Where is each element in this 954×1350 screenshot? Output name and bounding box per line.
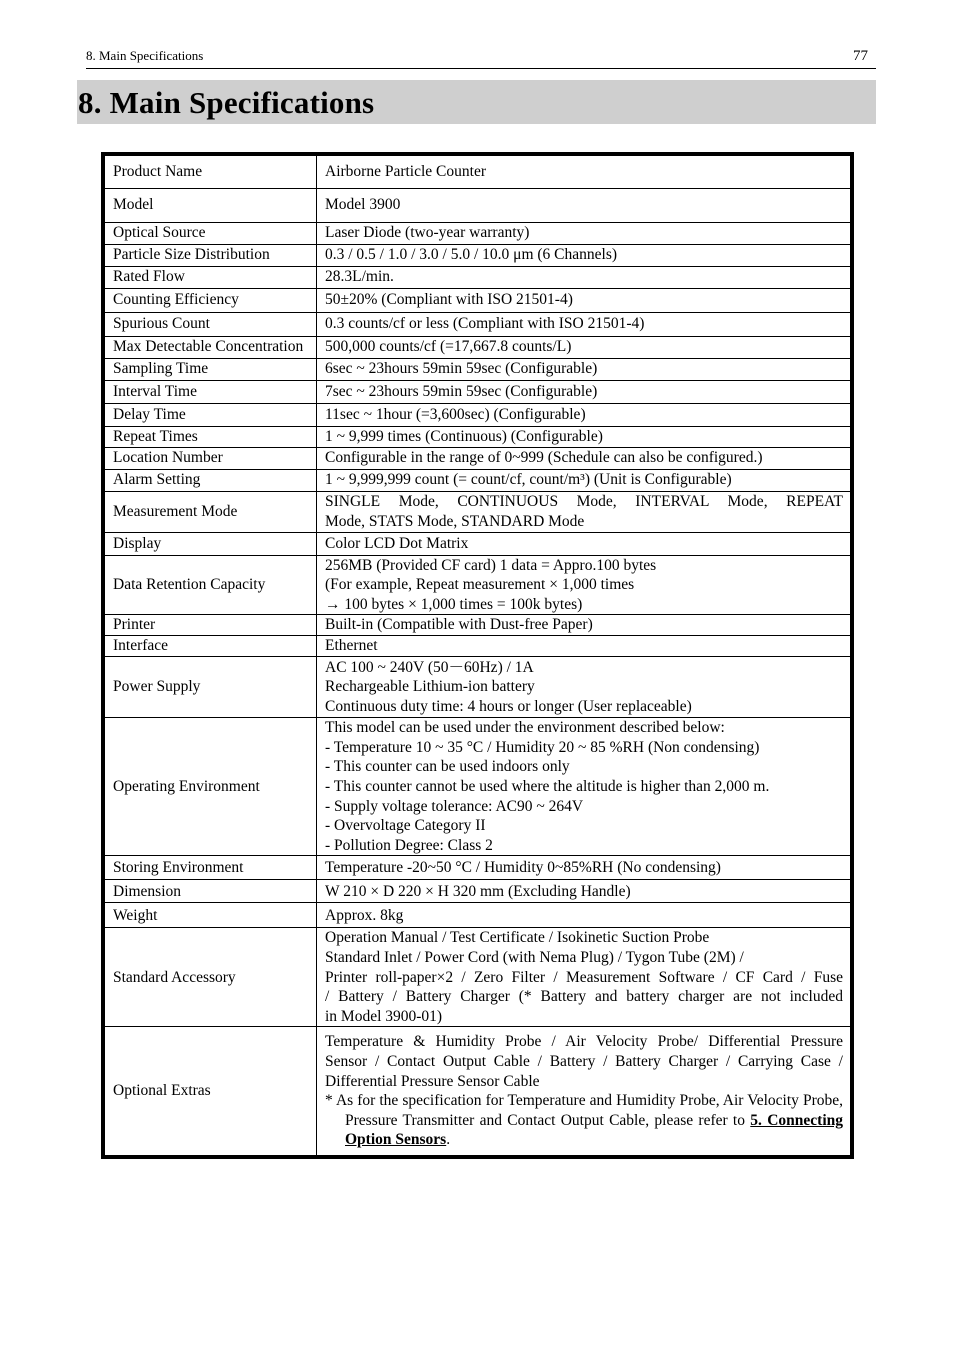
specifications-table bbox=[101, 152, 854, 1159]
note-end: . bbox=[446, 1131, 451, 1149]
table-row bbox=[103, 312, 852, 336]
spec-label: Dimension bbox=[103, 880, 317, 903]
spec-value: Configurable in the range of 0~999 (Schedule can also be configured.) bbox=[317, 447, 853, 469]
spec-value: 50±20% (Compliant with ISO 21501-4) bbox=[317, 288, 853, 312]
spec-label: Display bbox=[103, 532, 317, 555]
spec-label: Power Supply bbox=[103, 657, 317, 718]
spec-value-line: - Supply voltage tolerance: AC90 ~ 264V bbox=[325, 797, 584, 815]
running-header bbox=[86, 48, 876, 69]
table-row bbox=[103, 426, 852, 447]
spec-value: Built-in (Compatible with Dust-free Paper) bbox=[317, 615, 853, 636]
spec-label: Measurement Mode bbox=[103, 491, 317, 532]
spec-label: Location Number bbox=[103, 447, 317, 469]
table-row bbox=[103, 469, 852, 491]
spec-value bbox=[317, 718, 853, 856]
table-row bbox=[103, 188, 852, 222]
table-row bbox=[103, 532, 852, 555]
spec-value-line: - This counter can be used indoors only bbox=[325, 758, 570, 776]
spec-label: Delay Time bbox=[103, 403, 317, 426]
spec-value: W 210 × D 220 × H 320 mm (Excluding Handle) bbox=[317, 880, 853, 903]
spec-value-line: Differential Pressure Sensor Cable bbox=[325, 1072, 540, 1090]
spec-label: Alarm Setting bbox=[103, 469, 317, 491]
spec-value: Color LCD Dot Matrix bbox=[317, 532, 853, 555]
spec-label: Spurious Count bbox=[103, 312, 317, 336]
spec-label: Counting Efficiency bbox=[103, 288, 317, 312]
spec-value bbox=[317, 657, 853, 718]
spec-value: 28.3L/min. bbox=[317, 266, 853, 288]
spec-value: Approx. 8kg bbox=[317, 903, 853, 928]
table-row bbox=[103, 244, 852, 266]
spec-value: 500,000 counts/cf (=17,667.8 counts/L) bbox=[317, 336, 853, 358]
table-row bbox=[103, 718, 852, 856]
spec-label: Model bbox=[103, 188, 317, 222]
table-row bbox=[103, 266, 852, 288]
table-row bbox=[103, 856, 852, 880]
table-row bbox=[103, 403, 852, 426]
option-sensor-note bbox=[325, 1091, 843, 1150]
running-header-section: 8. Main Specifications bbox=[86, 48, 204, 63]
spec-value: Airborne Particle Counter bbox=[317, 154, 853, 188]
table-row bbox=[103, 336, 852, 358]
table-row bbox=[103, 154, 852, 188]
table-row bbox=[103, 928, 852, 1027]
spec-value: 1 ~ 9,999,999 count (= count/cf, count/m³) (Unit is Configurable) bbox=[317, 469, 853, 491]
spec-value: 6sec ~ 23hours 59min 59sec (Configurable) bbox=[317, 358, 853, 380]
table-row bbox=[103, 1027, 852, 1157]
spec-label: Rated Flow bbox=[103, 266, 317, 288]
table-row bbox=[103, 447, 852, 469]
table-row bbox=[103, 636, 852, 657]
spec-label: Printer bbox=[103, 615, 317, 636]
spec-value bbox=[317, 928, 853, 1027]
spec-value bbox=[317, 491, 853, 532]
spec-value-line: Temperature & Humidity Probe / Air Velocity Probe/ Differential Pressure bbox=[325, 1033, 843, 1051]
spec-value: 7sec ~ 23hours 59min 59sec (Configurable) bbox=[317, 380, 853, 403]
spec-value-line: (For example, Repeat measurement × 1,000 times bbox=[325, 576, 635, 594]
spec-value-line: Printer roll-paper×2 / Zero Filter / Measurement Software / CF Card / Fuse bbox=[325, 968, 843, 986]
spec-label: Repeat Times bbox=[103, 426, 317, 447]
spec-value-line: Continuous duty time: 4 hours or longer (User replaceable) bbox=[325, 698, 692, 716]
page-title: 8. Main Specifications bbox=[78, 85, 375, 120]
spec-label: Particle Size Distribution bbox=[103, 244, 317, 266]
spec-label: Sampling Time bbox=[103, 358, 317, 380]
spec-value-line: Rechargeable Lithium-ion battery bbox=[325, 678, 535, 696]
spec-value-line: Standard Inlet / Power Cord (with Nema Plug) / Tygon Tube (2M) / bbox=[325, 949, 744, 967]
spec-value: 0.3 counts/cf or less (Compliant with ISO 21501-4) bbox=[317, 312, 853, 336]
spec-value-line: - Overvoltage Category II bbox=[325, 817, 486, 835]
spec-label: Product Name bbox=[103, 154, 317, 188]
table-row bbox=[103, 657, 852, 718]
spec-value-line: in Model 3900-01) bbox=[325, 1007, 443, 1025]
table-row bbox=[103, 288, 852, 312]
spec-value-line: This model can be used under the environment described below: bbox=[325, 719, 725, 737]
note-text: * As for the specification for Temperature and Humidity Probe, Air Velocity Probe, Pressure Transmitter and Contact Output Cable, please refer to bbox=[325, 1092, 843, 1129]
spec-value: Temperature -20~50 °C / Humidity 0~85%RH (No condensing) bbox=[317, 856, 853, 880]
spec-label: Weight bbox=[103, 903, 317, 928]
spec-value bbox=[317, 555, 853, 615]
spec-label: Storing Environment bbox=[103, 856, 317, 880]
table-row bbox=[103, 222, 852, 244]
spec-value-line: / Battery / Battery Charger (* Battery and battery charger are not included bbox=[325, 988, 843, 1006]
spec-value: Ethernet bbox=[317, 636, 853, 657]
spec-value bbox=[317, 1027, 853, 1157]
table-row bbox=[103, 491, 852, 532]
connecting-option-sensors-link[interactable]: 5. Connecting Option Sensors bbox=[345, 1111, 843, 1149]
table-row bbox=[103, 903, 852, 928]
page-number: 77 bbox=[853, 48, 868, 64]
spec-label: Operating Environment bbox=[103, 718, 317, 856]
spec-value-line: AC 100 ~ 240V (50－60Hz) / 1A bbox=[325, 658, 534, 676]
table-row bbox=[103, 555, 852, 615]
spec-label: Optical Source bbox=[103, 222, 317, 244]
spec-value-line: - Temperature 10 ~ 35 °C / Humidity 20 ~ 85 %RH (Non condensing) bbox=[325, 738, 760, 756]
spec-value: 1 ~ 9,999 times (Continuous) (Configurable) bbox=[317, 426, 853, 447]
spec-value: 0.3 / 0.5 / 1.0 / 3.0 / 5.0 / 10.0 μm (6 Channels) bbox=[317, 244, 853, 266]
title-band bbox=[77, 80, 876, 124]
spec-value-line: → 100 bytes × 1,000 times = 100k bytes) bbox=[325, 595, 583, 613]
table-row bbox=[103, 358, 852, 380]
spec-value: Laser Diode (two-year warranty) bbox=[317, 222, 853, 244]
spec-value-line: Operation Manual / Test Certificate / Isokinetic Suction Probe bbox=[325, 929, 710, 947]
spec-value-line: Sensor / Contact Output Cable / Battery / Battery Charger / Carrying Case / bbox=[325, 1052, 843, 1070]
spec-label: Data Retention Capacity bbox=[103, 555, 317, 615]
table-row bbox=[103, 880, 852, 903]
spec-value-line: - Pollution Degree: Class 2 bbox=[325, 836, 493, 854]
spec-label: Max Detectable Concentration bbox=[103, 336, 317, 358]
spec-value-line: Mode, STATS Mode, STANDARD Mode bbox=[325, 512, 585, 530]
spec-label: Standard Accessory bbox=[103, 928, 317, 1027]
spec-value-line: 256MB (Provided CF card) 1 data = Appro.100 bytes bbox=[325, 556, 657, 574]
spec-value-line: - This counter cannot be used where the altitude is higher than 2,000 m. bbox=[325, 778, 770, 796]
spec-value: Model 3900 bbox=[317, 188, 853, 222]
spec-label: Optional Extras bbox=[103, 1027, 317, 1157]
spec-value-line: SINGLE Mode, CONTINUOUS Mode, INTERVAL Mode, REPEAT bbox=[325, 492, 843, 510]
spec-label: Interval Time bbox=[103, 380, 317, 403]
table-row bbox=[103, 380, 852, 403]
spec-label: Interface bbox=[103, 636, 317, 657]
spec-value: 11sec ~ 1hour (=3,600sec) (Configurable) bbox=[317, 403, 853, 426]
table-row bbox=[103, 615, 852, 636]
